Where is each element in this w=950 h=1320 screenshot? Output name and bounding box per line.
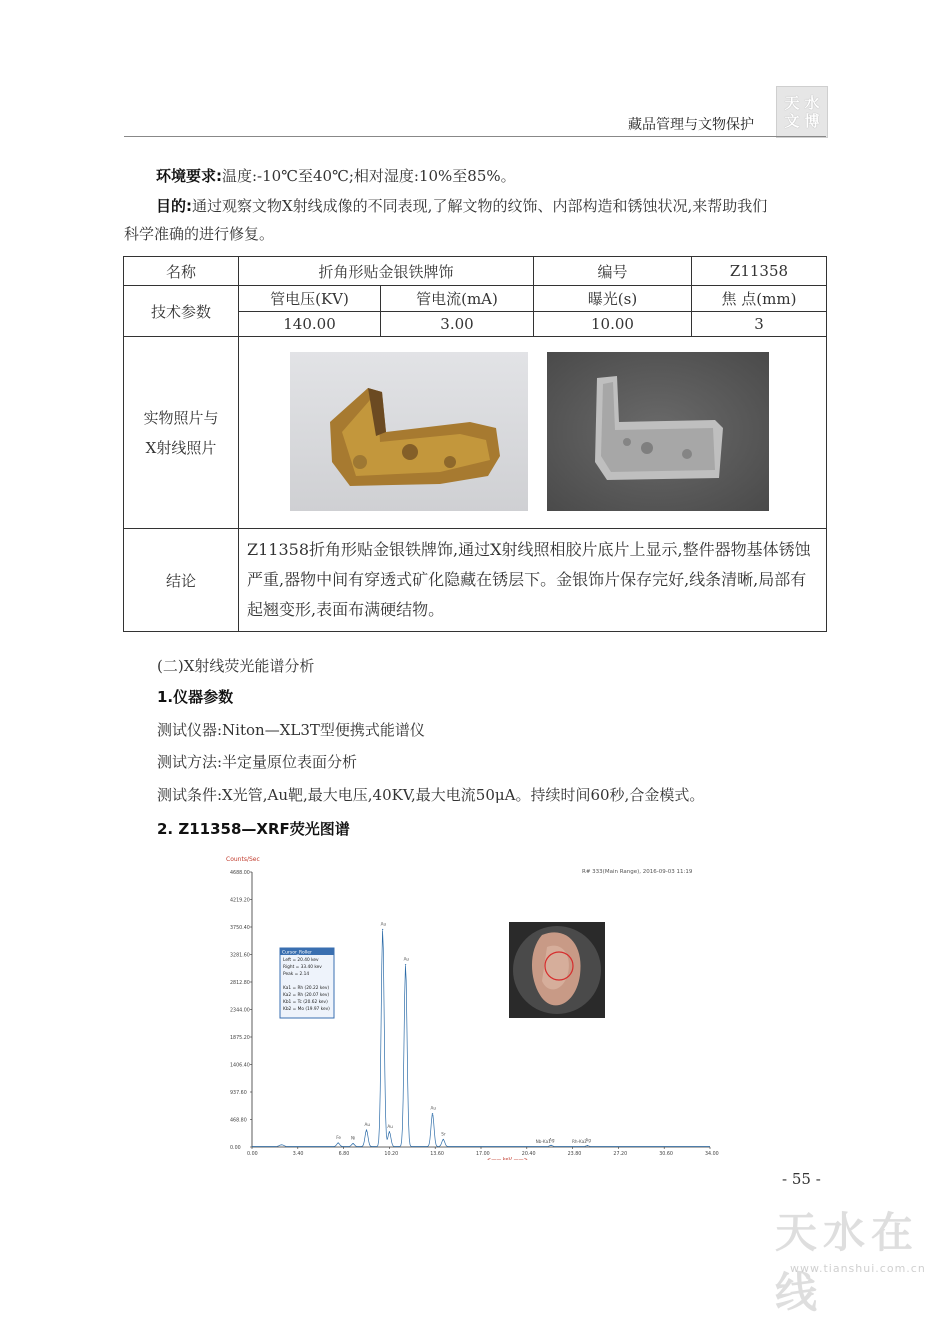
object-photo: [290, 352, 528, 511]
rusted-plaque-image: [290, 352, 528, 511]
purpose-label: 目的:: [156, 197, 192, 215]
subheading-instrument-params: 1.仪器参数: [157, 688, 234, 706]
xrf-inset-photo: [509, 922, 605, 1018]
y-tick-label: 1406.40: [230, 1063, 250, 1069]
param-value-cell: 140.00: [239, 312, 381, 337]
method-line: 测试方法:半定量原位表面分析: [157, 753, 358, 771]
name-value-cell: 折角形贴金银铁牌饰: [239, 257, 534, 286]
x-tick-label: 20.40: [521, 1152, 536, 1157]
spectrum-peak: [550, 1145, 551, 1146]
cursor-box-line: Right = 33.40 kev: [283, 965, 322, 970]
xray-info-table: [123, 256, 827, 632]
peak-label: Ag: [585, 1137, 591, 1143]
name-label-cell: 名称: [124, 257, 239, 286]
y-tick-label: 468.80: [230, 1118, 247, 1124]
header-rule: [124, 136, 826, 137]
peak-label: Ag: [549, 1137, 555, 1143]
logo-seal: [776, 86, 828, 138]
seal-char: 水: [804, 94, 820, 112]
section-heading: (二)X射线荧光能谱分析: [157, 657, 315, 675]
param-value-cell: 10.00: [534, 312, 692, 337]
photo-label-line1: 实物照片与: [143, 408, 219, 427]
xrf-spectrum-chart: [222, 855, 727, 1160]
environment-text: 温度:-10℃至40℃;相对湿度:10%至85%。: [222, 167, 516, 185]
conclusion-text-cell: Z11358折角形贴金银铁牌饰,通过X射线照相胶片底片上显示,整件器物基体锈蚀严重,器物中间有穿透式矿化隐藏在锈层下。金银饰片保存完好,线条清晰,局部有起翘变形,表面布满硬结物。: [239, 529, 827, 632]
y-tick-label: 4219.20: [230, 898, 250, 904]
spectrum-peak: [352, 1143, 353, 1144]
peak-label: Fe: [336, 1135, 341, 1141]
conclusion-label-cell: 结论: [124, 529, 239, 632]
y-tick-label: 2812.80: [230, 981, 250, 986]
peak-label: Nb-Ka1: [535, 1139, 551, 1144]
cursor-box-line: Ka2 = Rh (20.07 kev): [283, 993, 330, 998]
conditions-line: 测试条件:X光管,Au靶,最大电压,40KV,最大电流50μA。持续时间60秒,合金模式。: [157, 786, 705, 804]
xray-photo: [547, 352, 769, 511]
spectrum-peak: [389, 1131, 390, 1132]
environment-label: 环境要求:: [156, 167, 222, 185]
peak-label: Au: [430, 1105, 437, 1111]
spectrum-peak: [338, 1142, 339, 1143]
peak-label: Au: [403, 956, 410, 962]
id-label-cell: 编号: [534, 257, 692, 286]
cursor-box-line: Ka1 = Rh (20.22 kev): [283, 986, 330, 991]
seal-char: 博: [804, 112, 820, 130]
x-axis-label: <—— keV ——>: [487, 1157, 528, 1160]
spectrum-peak: [432, 1113, 433, 1114]
x-tick-label: 13.60: [430, 1152, 444, 1157]
photo-label-line2: X射线照片: [145, 438, 217, 457]
photo-cell: [239, 337, 827, 529]
y-tick-label: 3750.40: [230, 926, 250, 931]
id-value-cell: Z11358: [692, 257, 827, 286]
purpose-paragraph: [156, 194, 767, 218]
peak-label: Sr: [441, 1131, 446, 1137]
spectrum-info: R# 333(Main Range), 2016-09-03 11:19: [582, 869, 693, 875]
x-tick-label: 3.40: [292, 1152, 304, 1157]
x-tick-label: 10.20: [384, 1152, 399, 1157]
site-watermark: 天水在线: [775, 1208, 920, 1317]
page-number: - 55 -: [782, 1170, 821, 1188]
y-tick-label: 937.60: [230, 1091, 247, 1096]
params-label-cell: 技术参数: [124, 286, 239, 337]
cursor-roller-box: [280, 948, 334, 1018]
x-tick-label: 6.80: [338, 1152, 350, 1157]
running-header: 藏品管理与文物保护: [628, 117, 754, 133]
purpose-paragraph-cont: 科学准确的进行修复。: [124, 225, 275, 243]
spectrum-peak: [366, 1130, 367, 1131]
instrument-line: 测试仪器:Niton—XL3T型便携式能谱仪: [157, 721, 425, 739]
xray-image: [547, 352, 769, 511]
cursor-box-line: Kb2 = Mo (19.97 kev): [283, 1007, 330, 1012]
y-tick-label: 4688.00: [230, 871, 250, 876]
x-tick-label: 23.80: [567, 1152, 582, 1157]
y-tick-label: 0.00: [230, 1146, 241, 1151]
spectrum-peak: [443, 1139, 444, 1140]
x-tick-label: 30.60: [659, 1152, 673, 1157]
x-tick-label: 34.00: [705, 1152, 719, 1157]
param-value-cell: 3.00: [381, 312, 534, 337]
cursor-box-line: Left = 20.40 kev: [283, 958, 319, 963]
spectrum-ylabel: Counts/Sec: [226, 856, 260, 863]
y-tick-label: 2344.00: [230, 1008, 250, 1014]
subheading-xrf-spectrum: 2. Z11358—XRF荧光图谱: [157, 820, 350, 838]
x-tick-label: 0.00: [247, 1152, 258, 1157]
spectrum-peak: [405, 964, 406, 965]
photo-label-cell: [124, 337, 239, 529]
peak-label: Au: [380, 921, 387, 927]
xrf-spectrum-figure: [222, 855, 727, 1160]
cursor-box-line: Peak = 2.14: [283, 972, 310, 977]
cursor-box-title: Cursor_Roller: [282, 950, 312, 956]
x-tick-label: 27.20: [613, 1152, 628, 1157]
peak-label: Au: [387, 1123, 393, 1129]
param-header-cell: 管电流(mA): [381, 286, 534, 312]
param-header-cell: 曝光(s): [534, 286, 692, 312]
param-header-cell: 焦 点(mm): [692, 286, 827, 312]
purpose-text-line1: 通过观察文物X射线成像的不同表现,了解文物的纹饰、内部构造和锈蚀状况,来帮助我们: [192, 197, 768, 215]
param-header-cell: 管电压(KV): [239, 286, 381, 312]
cursor-box-line: Kb1 = Tc (20.62 kev): [283, 1000, 328, 1005]
spectrum-peak: [382, 929, 383, 930]
y-tick-label: 1875.20: [230, 1036, 250, 1041]
peak-label: Rh-Ka2: [571, 1139, 587, 1144]
param-value-cell: 3: [692, 312, 827, 337]
peak-label: Ni: [351, 1135, 356, 1141]
x-tick-label: 17.00: [476, 1152, 490, 1157]
seal-char: 文: [784, 112, 800, 130]
y-tick-label: 3281.60: [230, 953, 250, 959]
site-watermark-url: www.tianshui.com.cn: [790, 1262, 926, 1275]
peak-label: Au: [364, 1122, 371, 1128]
seal-char: 天: [784, 94, 800, 112]
environment-paragraph: [156, 164, 516, 188]
spectrum-peak: [587, 1145, 588, 1146]
